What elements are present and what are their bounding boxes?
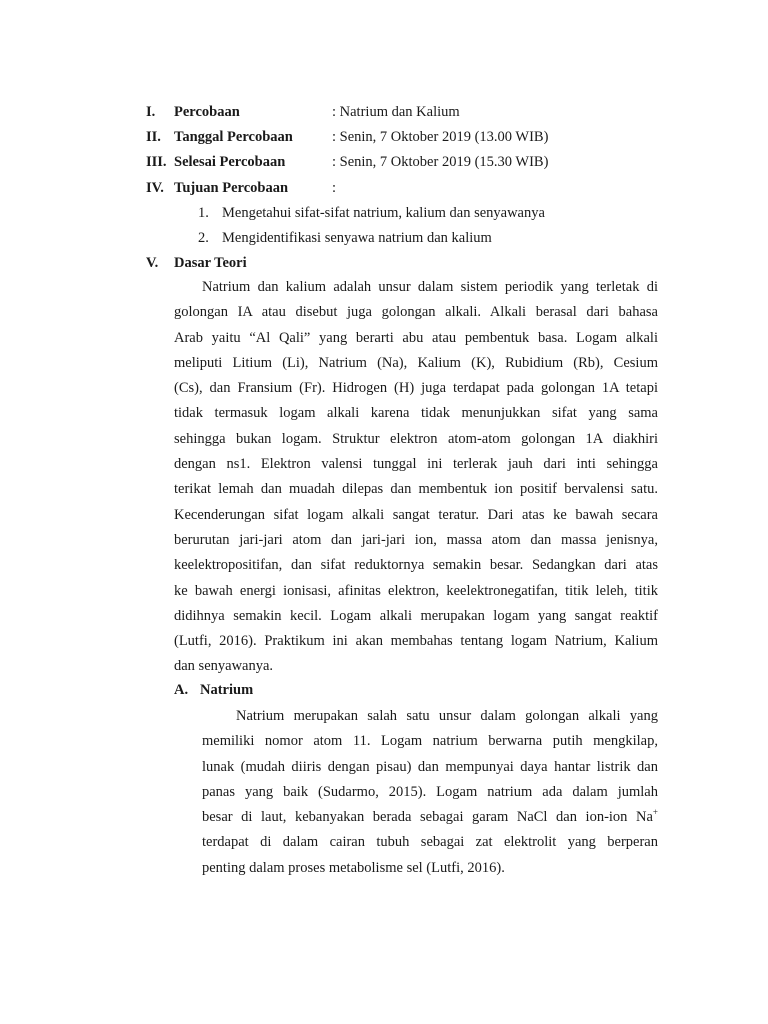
section-number: I. xyxy=(146,104,156,120)
paragraph-line: (Lutfi, 2016). Praktikum ini akan membahas tentang logam Natrium, Kalium xyxy=(174,633,658,650)
paragraph-line: meliputi Litium (Li), Natrium (Na), Kalium (K), Rubidium (Rb), Cesium xyxy=(174,354,658,371)
line-text: besar di laut, kebanyakan berada sebagai garam NaCl dan ion-ion Na xyxy=(202,809,653,826)
paragraph-line: terikat lemah dan muadah dilepas dan membentuk ion positif bervalensi satu. xyxy=(174,481,658,498)
paragraph-line: berurutan jari-jari atom dan jari-jari ion, massa atom dan massa jenisnya, xyxy=(174,531,658,548)
section-label: Percobaan xyxy=(174,104,240,120)
paragraph-line: golongan IA atau disebut juga golongan alkali. Alkali berasal dari bahasa xyxy=(174,304,658,321)
list-item-text: Mengidentifikasi senyawa natrium dan kalium xyxy=(222,230,492,246)
subsection-label: Natrium xyxy=(200,682,254,698)
section-label: Tanggal Percobaan xyxy=(174,129,293,145)
paragraph-line: penting dalam proses metabolisme sel (Lutfi, 2016). xyxy=(202,859,505,876)
paragraph-line: memiliki nomor atom 11. Logam natrium berwarna putih mengkilap, xyxy=(202,733,658,750)
section-number: II. xyxy=(146,129,161,145)
paragraph-line: Kecenderungan sifat logam alkali sangat teratur. Dari atas ke bawah secara xyxy=(174,506,658,523)
section-number: V. xyxy=(146,255,159,271)
superscript-plus: + xyxy=(652,807,658,818)
paragraph-line: dengan ns1. Elektron valensi tunggal ini terlerak jauh dari inti sehingga xyxy=(174,456,658,473)
list-item-number: 1. xyxy=(198,205,209,221)
section-label: Selesai Percobaan xyxy=(174,154,286,170)
paragraph-line: keelektropositifan, dan sifat reduktornya semakin besar. Sedangkan dari atas xyxy=(174,557,658,574)
list-item-text: Mengetahui sifat-sifat natrium, kalium dan senyawanya xyxy=(222,205,545,221)
paragraph-line: sehingga bukan logam. Struktur elektron atom-atom golongan 1A diakhiri xyxy=(174,430,658,447)
section-label: Dasar Teori xyxy=(174,255,247,271)
section-number: III. xyxy=(146,154,167,170)
paragraph-line: panas yang baik (Sudarmo, 2015). Logam natrium ada dalam jumlah xyxy=(202,783,658,800)
subsection-letter: A. xyxy=(174,682,189,698)
section-value: : Senin, 7 Oktober 2019 (15.30 WIB) xyxy=(332,154,549,170)
paragraph-line: Arab yaitu “Al Qali” yang berarti abu atau pembentuk basa. Logam alkali xyxy=(174,329,658,346)
section-value: : Senin, 7 Oktober 2019 (13.00 WIB) xyxy=(332,129,549,145)
section-value: : Natrium dan Kalium xyxy=(332,104,460,120)
list-item-number: 2. xyxy=(198,230,209,246)
paragraph-line xyxy=(202,805,658,830)
section-value: : xyxy=(332,180,337,196)
paragraph-line: (Cs), dan Fransium (Fr). Hidrogen (H) juga terdapat pada golongan 1A tetapi xyxy=(174,380,658,397)
natrium-paragraph xyxy=(202,704,658,881)
section-number: IV. xyxy=(146,180,164,196)
paragraph-line: ke bawah energi ionisasi, afinitas elektron, keelektronegatifan, titik leleh, titik xyxy=(174,582,658,599)
section-label: Tujuan Percobaan xyxy=(174,180,289,196)
paragraph-line: didihnya semakin kecil. Logam alkali merupakan logam yang sangat reaktif xyxy=(174,607,658,624)
paragraph-line: terdapat di dalam cairan tubuh sebagai zat elektrolit yang berperan xyxy=(202,834,658,851)
dasar-teori-paragraph xyxy=(174,275,658,680)
paragraph-line: Natrium dan kalium adalah unsur dalam sistem periodik yang terletak di xyxy=(202,279,658,295)
paragraph-line: tidak termasuk logam alkali karena tidak menunjukkan sifat yang sama xyxy=(174,405,658,422)
paragraph-line: dan senyawanya. xyxy=(174,658,274,675)
paragraph-line: Natrium merupakan salah satu unsur dalam golongan alkali yang xyxy=(236,708,658,724)
paragraph-line: lunak (mudah diiris dengan pisau) dan mempunyai daya hantar listrik dan xyxy=(202,758,658,775)
